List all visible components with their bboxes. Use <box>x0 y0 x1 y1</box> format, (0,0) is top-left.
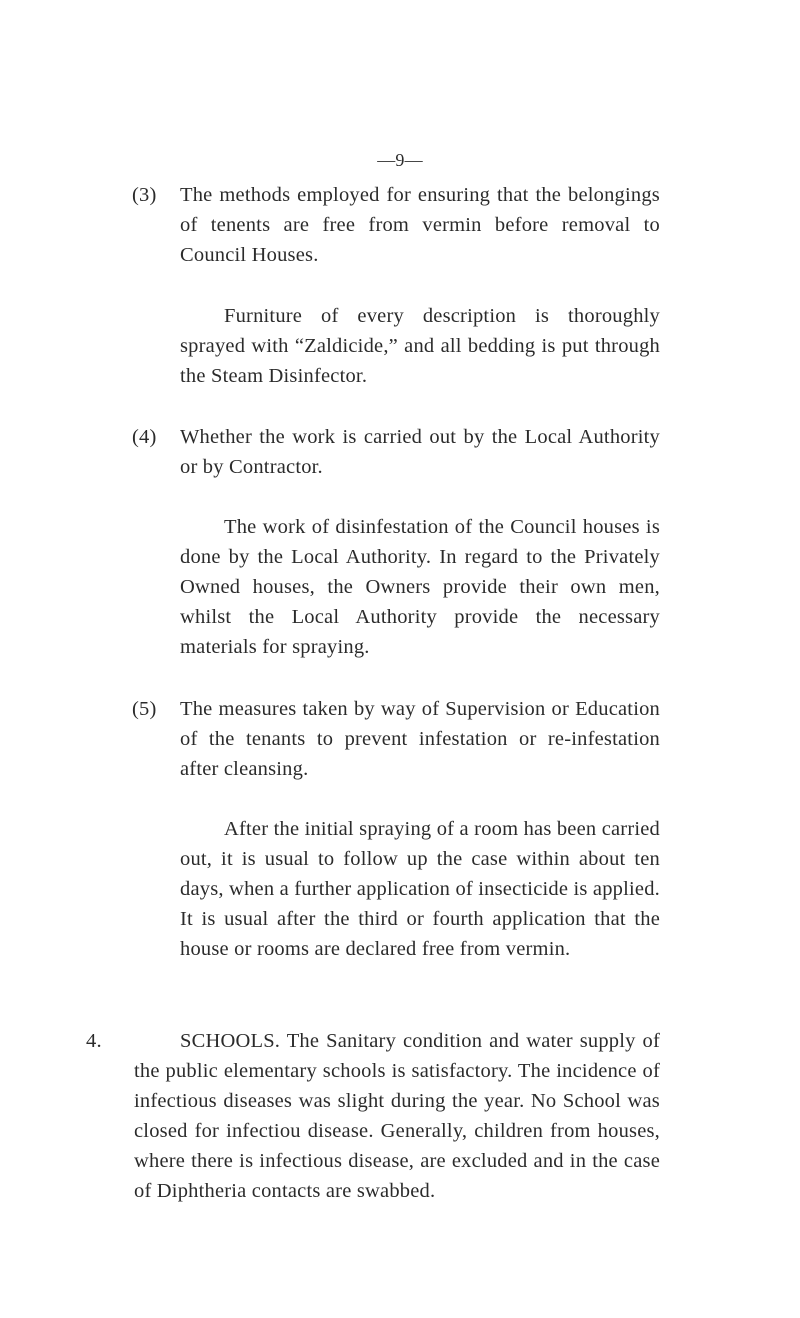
page-number: —9— <box>377 150 423 170</box>
item-text: The methods employed for ensuring that the belongings of tenents are free from vermin before removal to Council Houses. <box>180 184 660 266</box>
section-number: 4. <box>86 1030 102 1052</box>
item-text: Whether the work is carried out by the Local Authority or by Contractor. <box>180 426 660 478</box>
paragraph-furniture: Furniture of every description is thoroughly sprayed with “Zaldicide,” and all bedding is put through the Steam Disinfector. <box>180 305 660 387</box>
item-text: The measures taken by way of Supervision or Education of the tenants to prevent infestation or re-infestation after cleansing. <box>180 698 660 780</box>
item-number: (4) <box>132 426 157 448</box>
item-number: (5) <box>132 698 157 720</box>
paragraph-disinfestation: The work of disinfestation of the Council houses is done by the Local Authority. In regard to the Privately Owned houses, the Owners provide their own men, whilst the Local Authority provide the necessary materials for spraying. <box>180 516 660 658</box>
item-number: (3) <box>132 184 157 206</box>
paragraph-spraying: After the initial spraying of a room has been carried out, it is usual to follow up the case within about ten days, when a further application of insecticide is applied. It is usual after the third or fourth application that the house or rooms are declared free from vermin. <box>180 818 660 960</box>
section-text-schools: SCHOOLS. The Sanitary condition and water supply of the public elementary schools is satisfactory. The incidence of infectious diseases was slight during the year. No School was closed for infectiou disease. Generally, children from houses, where there is infectious disease, are excluded and in the case of Diphtheria contacts are swabbed. <box>134 1030 660 1202</box>
